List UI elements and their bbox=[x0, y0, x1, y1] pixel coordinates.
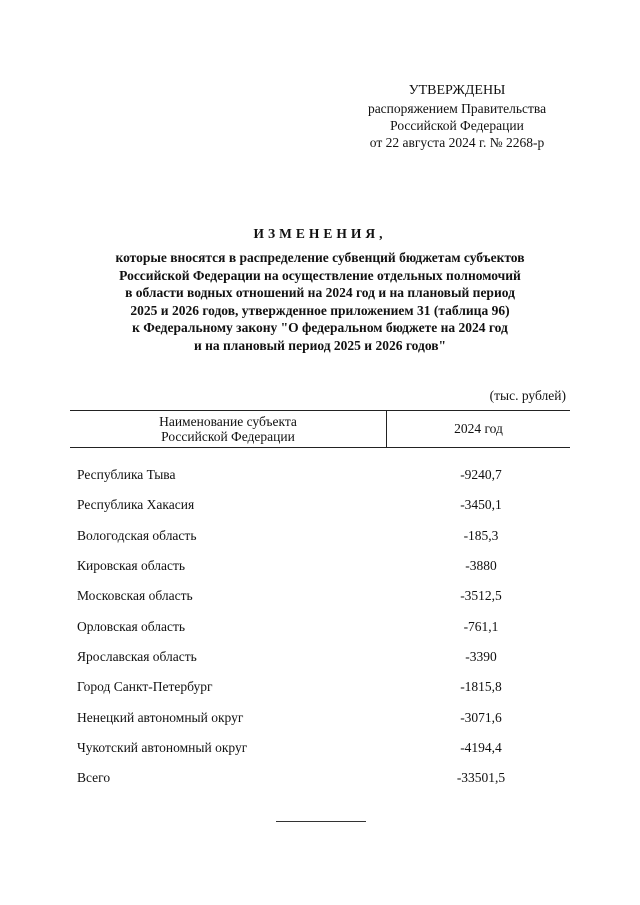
approval-heading: УТВЕРЖДЕНЫ bbox=[408, 83, 506, 98]
header-name-column bbox=[70, 411, 387, 447]
row-name: Республика Тыва bbox=[77, 467, 176, 483]
row-name: Чукотский автономный округ bbox=[77, 739, 248, 755]
row-value: -3450,1 bbox=[460, 497, 502, 513]
row-value: -3390 bbox=[465, 648, 497, 664]
row-value: -1815,8 bbox=[460, 679, 502, 695]
approval-line: Российской Федерации bbox=[390, 118, 524, 133]
row-name: Город Санкт-Петербург bbox=[77, 679, 213, 695]
row-value: -761,1 bbox=[463, 618, 499, 634]
row-name: Всего bbox=[77, 770, 111, 786]
row-name: Кировская область bbox=[77, 558, 186, 574]
row-value: -9240,7 bbox=[460, 467, 502, 483]
table-row bbox=[70, 521, 570, 551]
table-body bbox=[70, 460, 570, 793]
header-name-line: Наименование субъекта bbox=[159, 414, 297, 429]
row-name: Орловская область bbox=[77, 618, 186, 634]
table-row bbox=[70, 551, 570, 581]
approval-line: распоряжением Правительства bbox=[367, 101, 547, 116]
row-name: Ярославская область bbox=[77, 648, 197, 664]
row-name: Московская область bbox=[77, 588, 193, 604]
table-row bbox=[70, 642, 570, 672]
subtitle-line: которые вносятся в распределение субвенций бюджетам субъектов bbox=[115, 250, 525, 265]
table-header bbox=[70, 410, 570, 448]
subtitle-line: к Федеральному закону "О федеральном бюджете на 2024 год bbox=[132, 320, 508, 336]
unit-label: (тыс. рублей) bbox=[489, 388, 566, 403]
subventions-table bbox=[70, 410, 570, 793]
approval-date: от 22 августа 2024 г. № 2268-р bbox=[369, 135, 545, 150]
table-row bbox=[70, 733, 570, 763]
subtitle-line: в области водных отношений на 2024 год и на плановый период bbox=[125, 285, 515, 301]
row-value: -3880 bbox=[465, 558, 497, 574]
table-row bbox=[70, 490, 570, 520]
document-subtitle bbox=[60, 249, 580, 355]
end-divider bbox=[276, 821, 366, 822]
subtitle-line: 2025 и 2026 годов, утвержденное приложением 31 (таблица 96) bbox=[130, 302, 510, 318]
table-row bbox=[70, 672, 570, 702]
table-row bbox=[70, 460, 570, 490]
table-row bbox=[70, 581, 570, 611]
header-name-line: Российской Федерации bbox=[161, 429, 295, 444]
row-name: Республика Хакасия bbox=[77, 497, 195, 513]
row-name: Ненецкий автономный округ bbox=[77, 709, 244, 725]
row-name: Вологодская область bbox=[77, 527, 197, 543]
row-value: -185,3 bbox=[463, 527, 499, 543]
subtitle-line: и на плановый период 2025 и 2026 годов" bbox=[193, 337, 447, 353]
subtitle-line: Российской Федерации на осуществление отдельных полномочий bbox=[119, 267, 521, 283]
table-row bbox=[70, 611, 570, 641]
table-row bbox=[70, 702, 570, 732]
table-row-total bbox=[70, 763, 570, 793]
header-year-column: 2024 год bbox=[454, 421, 503, 436]
row-value: -3071,6 bbox=[460, 709, 502, 725]
approval-block bbox=[352, 82, 562, 151]
document-title: ИЗМЕНЕНИЯ, bbox=[253, 226, 387, 241]
row-value: -3512,5 bbox=[460, 588, 502, 604]
row-value: -4194,4 bbox=[460, 739, 502, 755]
row-value: -33501,5 bbox=[456, 770, 506, 786]
